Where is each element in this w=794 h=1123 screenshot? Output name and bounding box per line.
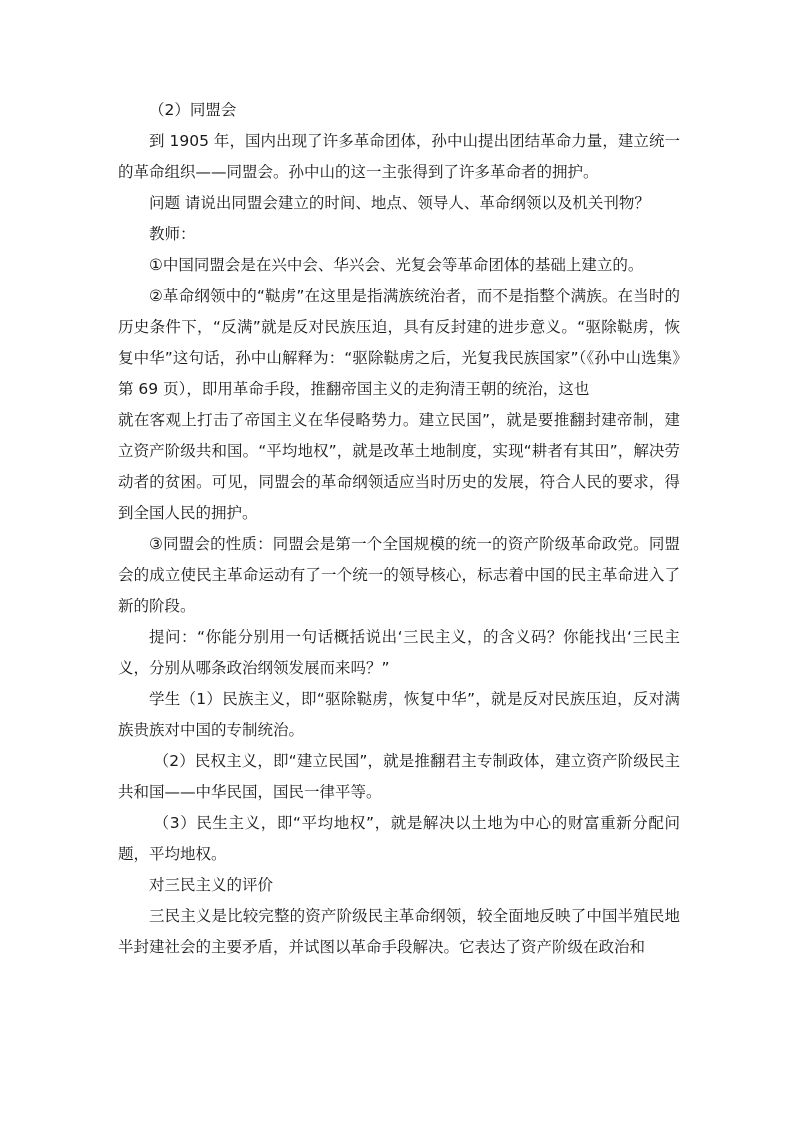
paragraph-point-2: ②革命纲领中的“鞑虏”在这里是指满族统治者，而不是指整个满族。在当时的历史条件下，“反满”就是反对民族压迫，具有反封建的进步意义。“驱除鞑虏，恢复中华”这句话，孙中山解释为：“驱除鞑虏之后，光复我民族国家”（《孙中山选集》第 69 页），即用革命手段，推翻帝国主义的走狗清王朝的统治，这也 <box>118 287 680 398</box>
paragraph-intro: 到 1905 年，国内出现了许多革命团体，孙中山提出团结革命力量，建立统一的革命组织——同盟会。孙中山的这一主张得到了许多革命者的拥护。 <box>118 132 680 181</box>
paragraph-evaluation-heading: 对三民主义的评价 <box>149 876 274 894</box>
paragraph-point-1: ①中国同盟会是在兴中会、华兴会、光复会等革命团体的基础上建立的。 <box>149 256 644 274</box>
document-body <box>118 95 680 963</box>
paragraph-student-2: （2）民权主义，即“建立民国”，就是推翻君主专制政体，建立资产阶级民主共和国——中华民国，国民一律平等。 <box>118 752 680 801</box>
paragraph-evaluation: 三民主义是比较完整的资产阶级民主革命纲领，较全面地反映了中国半殖民地半封建社会的主要矛盾，并试图以革命手段解决。它表达了资产阶级在政治和 <box>118 907 680 956</box>
paragraph-prompt: 提问：“你能分别用一句话概括说出‘三民主义，的含义码？你能找出‘三民主义，分别从哪条政治纲领发展而来吗？” <box>118 628 680 677</box>
paragraph-student-1: 学生（1）民族主义，即“驱除鞑虏，恢复中华”，就是反对民族压迫，反对满族贵族对中国的专制统治。 <box>118 690 680 739</box>
section-heading: （2）同盟会 <box>149 101 237 119</box>
paragraph-point-3: ③同盟会的性质：同盟会是第一个全国规模的统一的资产阶级革命政党。同盟会的成立使民主革命运动有了一个统一的领导核心，标志着中国的民主革命进入了新的阶段。 <box>118 535 680 615</box>
paragraph-question: 问题 请说出同盟会建立的时间、地点、领导人、革命纲领以及机关刊物？ <box>149 194 650 212</box>
paragraph-point-2-continued: 就在客观上打击了帝国主义在华侵略势力。建立民国”，就是要推翻封建帝制，建立资产阶级共和国。“平均地权”，就是改革土地制度，实现“耕者有其田”，解决劳动者的贫困。可见，同盟会的革命纲领适应当时历史的发展，符合人民的要求，得到全国人民的拥护。 <box>118 411 680 522</box>
paragraph-student-3: （3）民生主义，即“平均地权”，就是解决以土地为中心的财富重新分配问题，平均地权。 <box>118 814 680 863</box>
paragraph-teacher-label: 教师： <box>149 225 196 243</box>
